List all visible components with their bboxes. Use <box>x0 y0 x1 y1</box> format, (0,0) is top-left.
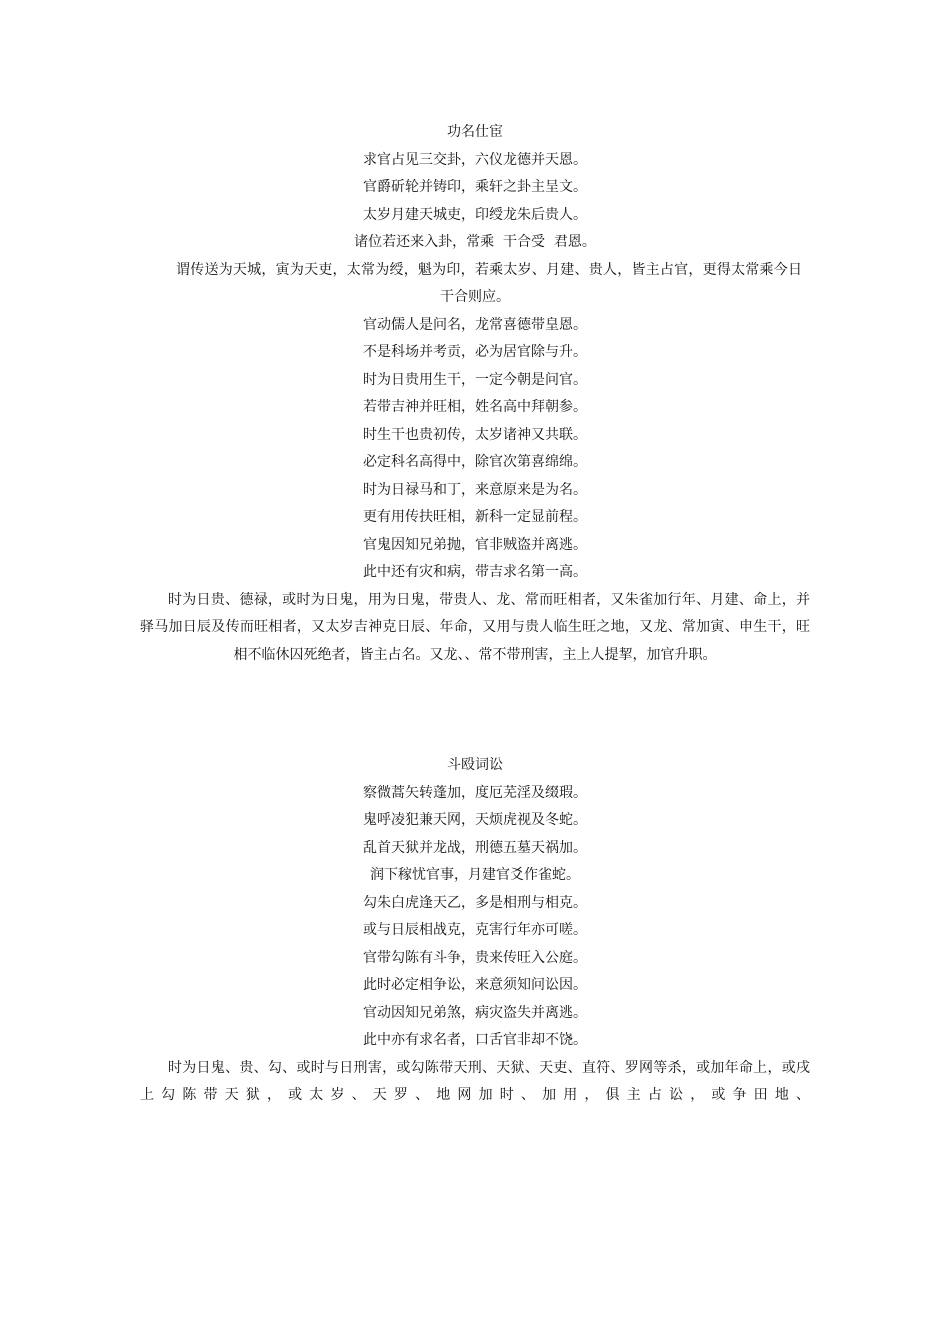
section-title: 斗殴词讼 <box>447 757 503 773</box>
section-title: 功名仕宦 <box>447 124 503 140</box>
verse-line: 时生干也贵初传，太岁诸神又共联。 <box>363 426 587 443</box>
verse-line: 太岁月建天城吏，印绶龙朱后贵人。 <box>363 206 587 223</box>
verse-line: 不是科场并考贡，必为居官除与升。 <box>363 344 587 360</box>
verse-line: 官动儒人是问名，龙常喜德带皇恩。 <box>363 316 587 333</box>
verse-line: 此中还有灾和病，带吉求名第一高。 <box>363 564 587 580</box>
verse-line: 鬼呼凌犯兼天网，天烦虎视及冬蛇。 <box>363 812 587 828</box>
body-paragraph: 时为日贵、德禄，或时为日鬼，用为日鬼，带贵人、龙、常而旺相者，又朱雀加行年、月建、命上，并驿马加日辰及传而旺相者，又太岁吉神克日辰、年命，又用与贵人临生旺之地，又龙、常加寅、申生干，旺相不临休囚死绝者，皆主占名。又龙、、常不带刑害，主上人提挈，加官升职。 <box>140 591 810 663</box>
section-official-career <box>140 119 810 669</box>
verse-line: 必定科名高得中，除官次第喜绵绵。 <box>363 454 587 470</box>
section-litigation <box>140 752 810 1110</box>
verse-line: 官爵斫轮并铸印，乘轩之卦主呈文。 <box>363 179 587 195</box>
verse-line: 若带吉神并旺相，姓名高中拜朝参。 <box>363 399 587 415</box>
verse-line: 润下稼忧官事，月建官爻作雀蛇。 <box>370 867 580 883</box>
verse-line: 此时必定相争讼，来意须知问讼因。 <box>363 977 587 993</box>
verse-line: 或与日辰相战克，克害行年亦可嗟。 <box>363 922 587 938</box>
verse-line: 察微蒿矢转蓬加，度厄芜淫及缀瑕。 <box>363 784 587 801</box>
verse-line: 官带勾陈有斗争，贵来传旺入公庭。 <box>363 949 587 966</box>
note-paragraph: 谓传送为天城，寅为天吏，太常为绶，魁为印，若乘太岁、月建、贵人，皆主占官，更得太常乘今日干合则应。 <box>176 261 802 305</box>
verse-line: 此中亦有求名者，口舌官非却不饶。 <box>363 1032 587 1048</box>
verse-line: 官鬼因知兄弟抛，官非贼盗并离逃。 <box>363 536 587 553</box>
verse-line: 求官占见三交卦，六仪龙德并天恩。 <box>363 151 587 168</box>
verse-line: 更有用传扶旺相，新科一定显前程。 <box>363 509 587 525</box>
verse-line: 诸位若还来入卦，常乘 干合受 君恩。 <box>354 234 596 250</box>
verse-line: 时为日禄马和丁，来意原来是为名。 <box>363 481 587 498</box>
verse-line: 乱首天狱并龙战，刑德五墓天祸加。 <box>363 839 587 856</box>
body-paragraph: 时为日鬼、贵、勾、或时与日刑害，或勾陈带天刑、天狱、天吏、直符、罗网等杀，或加年命上，或戌上勾陈带天狱，或太岁、天罗、地网加时、加用，俱主占讼，或争田地、 <box>140 1059 810 1103</box>
verse-line: 时为日贵用生干，一定今朝是问官。 <box>363 371 587 388</box>
verse-line: 官动因知兄弟煞，病灾盗失并离逃。 <box>363 1004 587 1021</box>
verse-line: 勾朱白虎逢天乙，多是相刑与相克。 <box>363 894 587 911</box>
